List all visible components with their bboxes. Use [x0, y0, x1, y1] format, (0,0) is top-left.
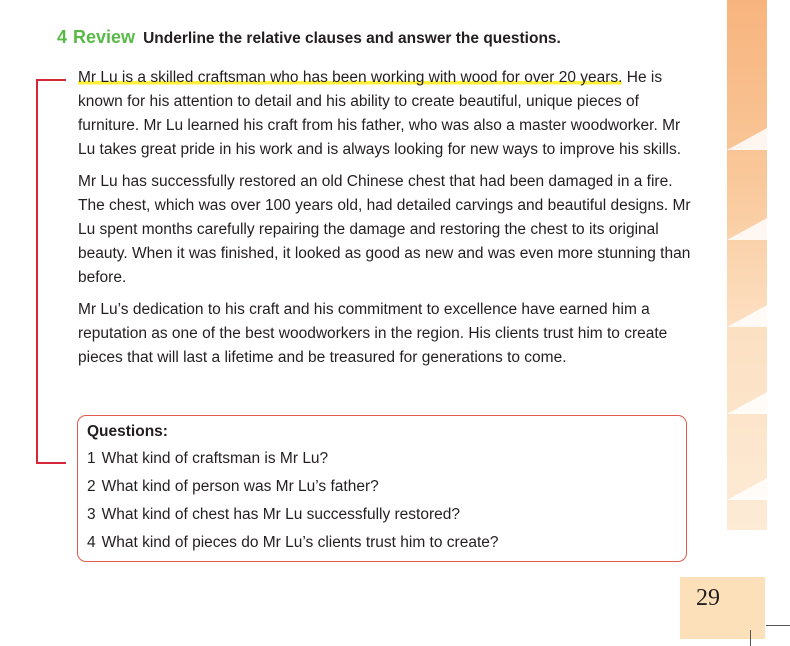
question-number: 3 — [87, 506, 96, 523]
exercise-number: 4 — [57, 27, 68, 47]
question-item — [87, 529, 686, 557]
page-number-tab — [680, 577, 765, 639]
bracket-top — [36, 79, 66, 81]
question-item — [87, 501, 686, 529]
exercise-instruction: Underline the relative clauses and answer the questions. — [143, 30, 561, 47]
passage-paragraph-2: Mr Lu has successfully restored an old Chinese chest that had been damaged in a fire. The chest, which was over 100 years old, had detailed carvings and beautiful designs. Mr Lu spent months carefully repairing the damage and restoring the chest to its original beauty. When it was finished, it looked as good as new and was even more stunning than before. — [78, 173, 691, 286]
highlighted-sentence: Mr Lu is a skilled craftsman who has been working with wood for over 20 years. — [78, 69, 623, 86]
question-number: 4 — [87, 534, 96, 551]
bracket-line — [36, 79, 38, 464]
paragraph-1-text: He is known for his attention to detail and his ability to create beautiful, unique pieces of furniture. Mr Lu learned his craft from his father, who was also a master woodworker. Mr Lu takes great pride in his work and is always looking for new ways to improve his skills. — [78, 69, 682, 158]
bracket-bottom — [36, 462, 66, 464]
question-text: What kind of person was Mr Lu’s father? — [101, 478, 379, 495]
questions-list — [87, 445, 686, 557]
passage-paragraph-1 — [78, 66, 698, 162]
exercise-heading — [57, 27, 561, 48]
question-number: 2 — [87, 478, 96, 495]
question-text: What kind of chest has Mr Lu successfully restored? — [101, 506, 461, 523]
question-text: What kind of craftsman is Mr Lu? — [101, 450, 329, 467]
side-decorative-band — [727, 0, 767, 530]
questions-box — [77, 415, 687, 562]
question-number: 1 — [87, 450, 96, 467]
crop-mark — [750, 630, 751, 646]
question-text: What kind of pieces do Mr Lu’s clients trust him to create? — [101, 534, 499, 551]
crop-mark — [766, 625, 790, 626]
question-item — [87, 445, 686, 473]
exercise-title: Review — [73, 27, 136, 47]
questions-title: Questions: — [87, 423, 168, 440]
passage-paragraph-3: Mr Lu’s dedication to his craft and his commitment to excellence have earned him a reputation as one of the best woodworkers in the region. His clients trust him to create pieces that will last a lifetime and be treasured for generations to come. — [78, 301, 668, 366]
question-item — [87, 473, 686, 501]
page-number: 29 — [696, 585, 720, 611]
reading-passage — [78, 66, 698, 378]
